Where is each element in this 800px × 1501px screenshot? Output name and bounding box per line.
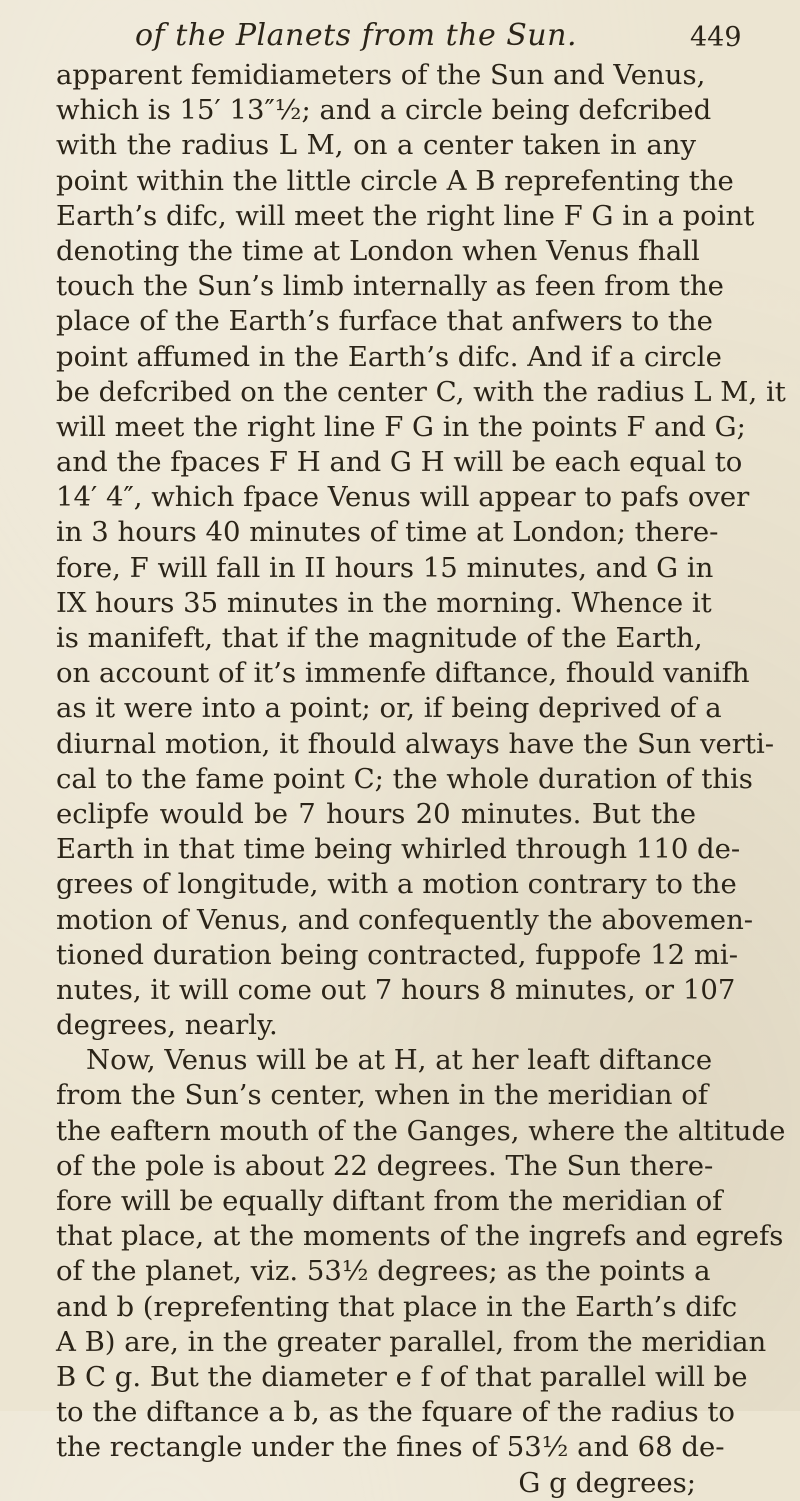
text-line: touch the Sun’s limb internally as feen from the [56,270,724,303]
text-line: as it were into a point; or, if being deprived of a [56,692,722,725]
text-line: place of the Earth’s furface that anfwers to the [56,305,713,338]
text-line: Earth in that time being whirled through 110 de- [56,833,741,866]
text-line: A B) are, in the greater parallel, from the meridian [56,1325,767,1358]
text-line: 14′ 4″, which fpace Venus will appear to pafs over [56,481,750,514]
catchword: G g degrees; [518,1466,696,1499]
page-number: 449 [690,22,742,53]
text-line: grees of longitude, with a motion contrary to the [56,868,737,901]
text-line: apparent femidiameters of the Sun and Venus, [56,59,706,91]
text-line: the eaftern mouth of the Ganges, where the altitude [56,1114,786,1147]
text-line: that place, at the moments of the ingrefs and egrefs [56,1220,784,1253]
text-line: point within the little circle A B reprefenting the [56,164,734,197]
text-line: motion of Venus, and confequently the abovemen- [56,903,754,936]
text-line: which is 15′ 13″½; and a circle being defcribed [56,94,712,127]
text-line: IX hours 35 minutes in the morning. Whence it [56,586,712,619]
text-line: in 3 hours 40 minutes of time at London; there- [56,516,719,549]
text-line: from the Sun’s center, when in the meridian of [56,1079,708,1112]
text-line: be defcribed on the center C, with the radius L M, it [56,375,786,408]
text-line: Now, Venus will be at H, at her leaft diftance [86,1044,713,1077]
text-line: point affumed in the Earth’s difc. And if a circle [56,340,722,373]
body-text [56,58,786,1501]
text-line: tioned duration being contracted, fuppofe 12 mi- [56,938,738,971]
text-line: Earth’s difc, will meet the right line F G in a point [56,199,755,232]
text-line: diurnal motion, it fhould always have the Sun verti- [56,727,775,760]
text-line: cal to the fame point C; the whole duration of this [56,762,753,795]
running-title: of the Planets from the Sun. [135,18,577,53]
text-line: is manifeft, that if the magnitude of the Earth, [56,622,703,654]
text-line: with the radius L M, on a center taken in any [56,129,696,162]
text-line: and b (reprefenting that place in the Earth’s difc [56,1290,738,1323]
text-line: eclipfe would be 7 hours 20 minutes. But the [56,797,696,830]
text-line: the rectangle under the fines of 53½ and 68 de- [56,1431,725,1464]
text-line: degrees, nearly. [56,1009,278,1042]
text-line: denoting the time at London when Venus fhall [56,234,700,267]
text-line: to the diftance a b, as the fquare of the radius to [56,1396,735,1429]
text-line: B C g. But the diameter e f of that parallel will be [56,1360,748,1393]
text-line: of the planet, viz. 53½ degrees; as the points a [56,1255,711,1288]
text-line: fore, F will fall in II hours 15 minutes, and G in [56,551,714,584]
text-line: nutes, it will come out 7 hours 8 minutes, or 107 [56,973,736,1006]
text-line: on account of it’s immenfe diftance, fhould vanifh [56,657,750,690]
text-line: of the pole is about 22 degrees. The Sun there- [56,1149,714,1182]
running-head [0,18,800,58]
text-line: will meet the right line F G in the points F and G; [56,410,746,443]
text-line: fore will be equally diftant from the meridian of [56,1185,723,1217]
text-line: and the fpaces F H and G H will be each equal to [56,446,743,479]
